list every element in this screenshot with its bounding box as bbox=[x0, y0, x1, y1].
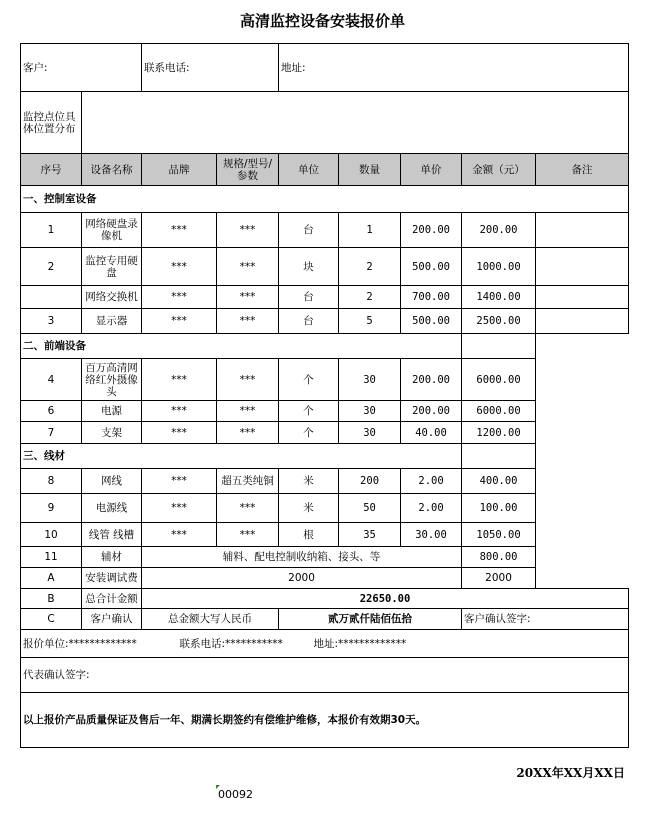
vendor-phone: 联系电话:*********** bbox=[179, 637, 283, 650]
table-row-confirm bbox=[21, 609, 629, 630]
row-brand: *** bbox=[142, 359, 217, 401]
row-price: 700.00 bbox=[401, 286, 462, 309]
row-brand: *** bbox=[142, 523, 217, 547]
row-price: 200.00 bbox=[401, 401, 462, 422]
row-price: 500.00 bbox=[401, 309, 462, 334]
warranty-note: 以上报价产品质量保证及售后一年、期满长期签约有偿维护维修，本报价有效期30天。 bbox=[21, 693, 629, 748]
address-cell[interactable]: 地址: bbox=[279, 44, 629, 92]
row-unit: 个 bbox=[279, 401, 339, 422]
table-row-total bbox=[21, 589, 629, 609]
table-row bbox=[21, 494, 629, 523]
row-qty: 30 bbox=[339, 359, 401, 401]
col-header-amount: 金额（元） bbox=[462, 154, 536, 186]
row-brand: *** bbox=[142, 286, 217, 309]
page-number-text: 00092 bbox=[218, 788, 253, 801]
rep-signature-row bbox=[21, 658, 629, 693]
row-qty: 30 bbox=[339, 401, 401, 422]
row-remark bbox=[536, 568, 629, 589]
row-name: 百万高清网络红外摄像头 bbox=[82, 359, 142, 401]
row-qty: 30 bbox=[339, 422, 401, 444]
row-no: 10 bbox=[21, 523, 82, 547]
col-header-brand: 品牌 bbox=[142, 154, 217, 186]
row-amount: 6000.00 bbox=[462, 401, 536, 422]
row-remark bbox=[536, 309, 629, 334]
row-no: A bbox=[21, 568, 82, 589]
row-remark bbox=[536, 359, 629, 401]
row-brand: *** bbox=[142, 494, 217, 523]
row-no bbox=[21, 286, 82, 309]
row-no: 3 bbox=[21, 309, 82, 334]
col-header-price: 单价 bbox=[401, 154, 462, 186]
row-brand: *** bbox=[142, 401, 217, 422]
row-price: 30.00 bbox=[401, 523, 462, 547]
row-amount: 1050.00 bbox=[462, 523, 536, 547]
location-label: 监控点位具体位置分布 bbox=[21, 92, 82, 154]
vendor-unit: 报价单位:************* bbox=[23, 637, 137, 650]
section-amount-empty bbox=[462, 444, 536, 469]
section-row-front-end bbox=[21, 334, 629, 359]
grand-total-value: 22650.00 bbox=[142, 589, 629, 609]
row-remark bbox=[536, 422, 629, 444]
row-no: 1 bbox=[21, 213, 82, 248]
row-no: 11 bbox=[21, 547, 82, 568]
green-corner-mark-icon bbox=[216, 785, 220, 789]
row-spec: *** bbox=[217, 422, 279, 444]
row-remark bbox=[536, 213, 629, 248]
section-title: 三、线材 bbox=[21, 444, 462, 469]
row-no: 6 bbox=[21, 401, 82, 422]
row-remark bbox=[536, 248, 629, 286]
row-qty: 5 bbox=[339, 309, 401, 334]
row-name: 支架 bbox=[82, 422, 142, 444]
table-row bbox=[21, 248, 629, 286]
section-title: 一、控制室设备 bbox=[21, 186, 629, 213]
row-name: 线管 线槽 bbox=[82, 523, 142, 547]
col-header-unit: 单位 bbox=[279, 154, 339, 186]
row-unit: 根 bbox=[279, 523, 339, 547]
table-row bbox=[21, 286, 629, 309]
row-name: 监控专用硬盘 bbox=[82, 248, 142, 286]
footer-vendor-cell bbox=[21, 630, 629, 658]
row-amount: 1200.00 bbox=[462, 422, 536, 444]
row-name: 电源线 bbox=[82, 494, 142, 523]
table-row bbox=[21, 359, 629, 401]
row-unit: 米 bbox=[279, 469, 339, 494]
row-name: 客户确认 bbox=[82, 609, 142, 630]
row-unit: 个 bbox=[279, 422, 339, 444]
page-number bbox=[218, 788, 253, 801]
phone-cell[interactable]: 联系电话: bbox=[142, 44, 279, 92]
row-remark bbox=[536, 286, 629, 309]
row-name: 网线 bbox=[82, 469, 142, 494]
col-header-name: 设备名称 bbox=[82, 154, 142, 186]
table-row bbox=[21, 213, 629, 248]
row-description: 辅料、配电控制收纳箱、接头、等 bbox=[142, 547, 462, 568]
row-unit: 台 bbox=[279, 309, 339, 334]
col-header-spec: 规格/型号/参数 bbox=[217, 154, 279, 186]
row-price: 500.00 bbox=[401, 248, 462, 286]
amount-in-words-label: 总金额大写人民币 bbox=[142, 609, 279, 630]
row-no: 2 bbox=[21, 248, 82, 286]
row-name: 安装调试费 bbox=[82, 568, 142, 589]
row-spec: *** bbox=[217, 213, 279, 248]
row-brand: *** bbox=[142, 469, 217, 494]
vendor-address: 地址:************* bbox=[313, 637, 407, 650]
row-remark bbox=[536, 469, 629, 494]
section-row-cables bbox=[21, 444, 629, 469]
row-spec: *** bbox=[217, 248, 279, 286]
row-unit: 台 bbox=[279, 213, 339, 248]
row-remark bbox=[536, 494, 629, 523]
customer-signature-field[interactable]: 客户确认签字: bbox=[462, 609, 629, 630]
row-qty: 2 bbox=[339, 248, 401, 286]
row-qty: 200 bbox=[339, 469, 401, 494]
row-description: 2000 bbox=[142, 568, 462, 589]
row-brand: *** bbox=[142, 309, 217, 334]
row-qty: 50 bbox=[339, 494, 401, 523]
col-header-no: 序号 bbox=[21, 154, 82, 186]
row-unit: 米 bbox=[279, 494, 339, 523]
note-row bbox=[21, 693, 629, 748]
row-amount: 800.00 bbox=[462, 547, 536, 568]
page-title: 高清监控设备安装报价单 bbox=[239, 12, 405, 30]
section-remark-empty bbox=[536, 444, 629, 469]
row-qty: 35 bbox=[339, 523, 401, 547]
row-name: 总合计金额 bbox=[82, 589, 142, 609]
row-name: 网络硬盘录像机 bbox=[82, 213, 142, 248]
footer-vendor-row bbox=[21, 630, 629, 658]
row-remark bbox=[536, 547, 629, 568]
row-unit: 台 bbox=[279, 286, 339, 309]
row-no: 9 bbox=[21, 494, 82, 523]
row-qty: 1 bbox=[339, 213, 401, 248]
row-price: 200.00 bbox=[401, 359, 462, 401]
row-price: 40.00 bbox=[401, 422, 462, 444]
row-no: 7 bbox=[21, 422, 82, 444]
table-row bbox=[21, 422, 629, 444]
section-amount-empty bbox=[462, 334, 536, 359]
table-row bbox=[21, 401, 629, 422]
location-row bbox=[21, 92, 629, 154]
row-qty: 2 bbox=[339, 286, 401, 309]
amount-in-words-value: 贰万贰仟陆佰伍拾 bbox=[279, 609, 462, 630]
table-row-aux-materials bbox=[21, 547, 629, 568]
table-row-install-fee bbox=[21, 568, 629, 589]
table-row bbox=[21, 469, 629, 494]
row-price: 200.00 bbox=[401, 213, 462, 248]
customer-info-row bbox=[21, 44, 629, 92]
section-row-control-room bbox=[21, 186, 629, 213]
header-row bbox=[21, 154, 629, 186]
customer-cell[interactable]: 客户: bbox=[21, 44, 142, 92]
col-header-qty: 数量 bbox=[339, 154, 401, 186]
table-row bbox=[21, 523, 629, 547]
col-header-remark: 备注 bbox=[536, 154, 629, 186]
row-spec: *** bbox=[217, 359, 279, 401]
section-remark-empty bbox=[536, 334, 629, 359]
row-brand: *** bbox=[142, 422, 217, 444]
quote-date: 20XX年XX月XX日 bbox=[516, 766, 625, 780]
row-spec: *** bbox=[217, 401, 279, 422]
row-name: 显示器 bbox=[82, 309, 142, 334]
row-unit: 个 bbox=[279, 359, 339, 401]
section-title: 二、前端设备 bbox=[21, 334, 462, 359]
row-amount: 2000 bbox=[462, 568, 536, 589]
row-name: 辅材 bbox=[82, 547, 142, 568]
row-brand: *** bbox=[142, 248, 217, 286]
row-amount: 200.00 bbox=[462, 213, 536, 248]
row-spec: *** bbox=[217, 523, 279, 547]
row-spec: *** bbox=[217, 309, 279, 334]
row-name: 网络交换机 bbox=[82, 286, 142, 309]
row-amount: 1000.00 bbox=[462, 248, 536, 286]
quote-table bbox=[20, 43, 629, 748]
row-name: 电源 bbox=[82, 401, 142, 422]
table-row bbox=[21, 309, 629, 334]
row-amount: 400.00 bbox=[462, 469, 536, 494]
row-remark bbox=[536, 401, 629, 422]
row-spec: *** bbox=[217, 286, 279, 309]
location-value[interactable] bbox=[82, 92, 629, 154]
row-amount: 6000.00 bbox=[462, 359, 536, 401]
row-price: 2.00 bbox=[401, 469, 462, 494]
row-amount: 2500.00 bbox=[462, 309, 536, 334]
row-no: C bbox=[21, 609, 82, 630]
row-amount: 100.00 bbox=[462, 494, 536, 523]
row-spec: 超五类纯铜 bbox=[217, 469, 279, 494]
row-no: 4 bbox=[21, 359, 82, 401]
row-spec: *** bbox=[217, 494, 279, 523]
row-no: 8 bbox=[21, 469, 82, 494]
row-remark bbox=[536, 523, 629, 547]
row-unit: 块 bbox=[279, 248, 339, 286]
row-no: B bbox=[21, 589, 82, 609]
row-amount: 1400.00 bbox=[462, 286, 536, 309]
row-brand: *** bbox=[142, 213, 217, 248]
rep-signature-field[interactable]: 代表确认签字: bbox=[21, 658, 629, 693]
row-price: 2.00 bbox=[401, 494, 462, 523]
